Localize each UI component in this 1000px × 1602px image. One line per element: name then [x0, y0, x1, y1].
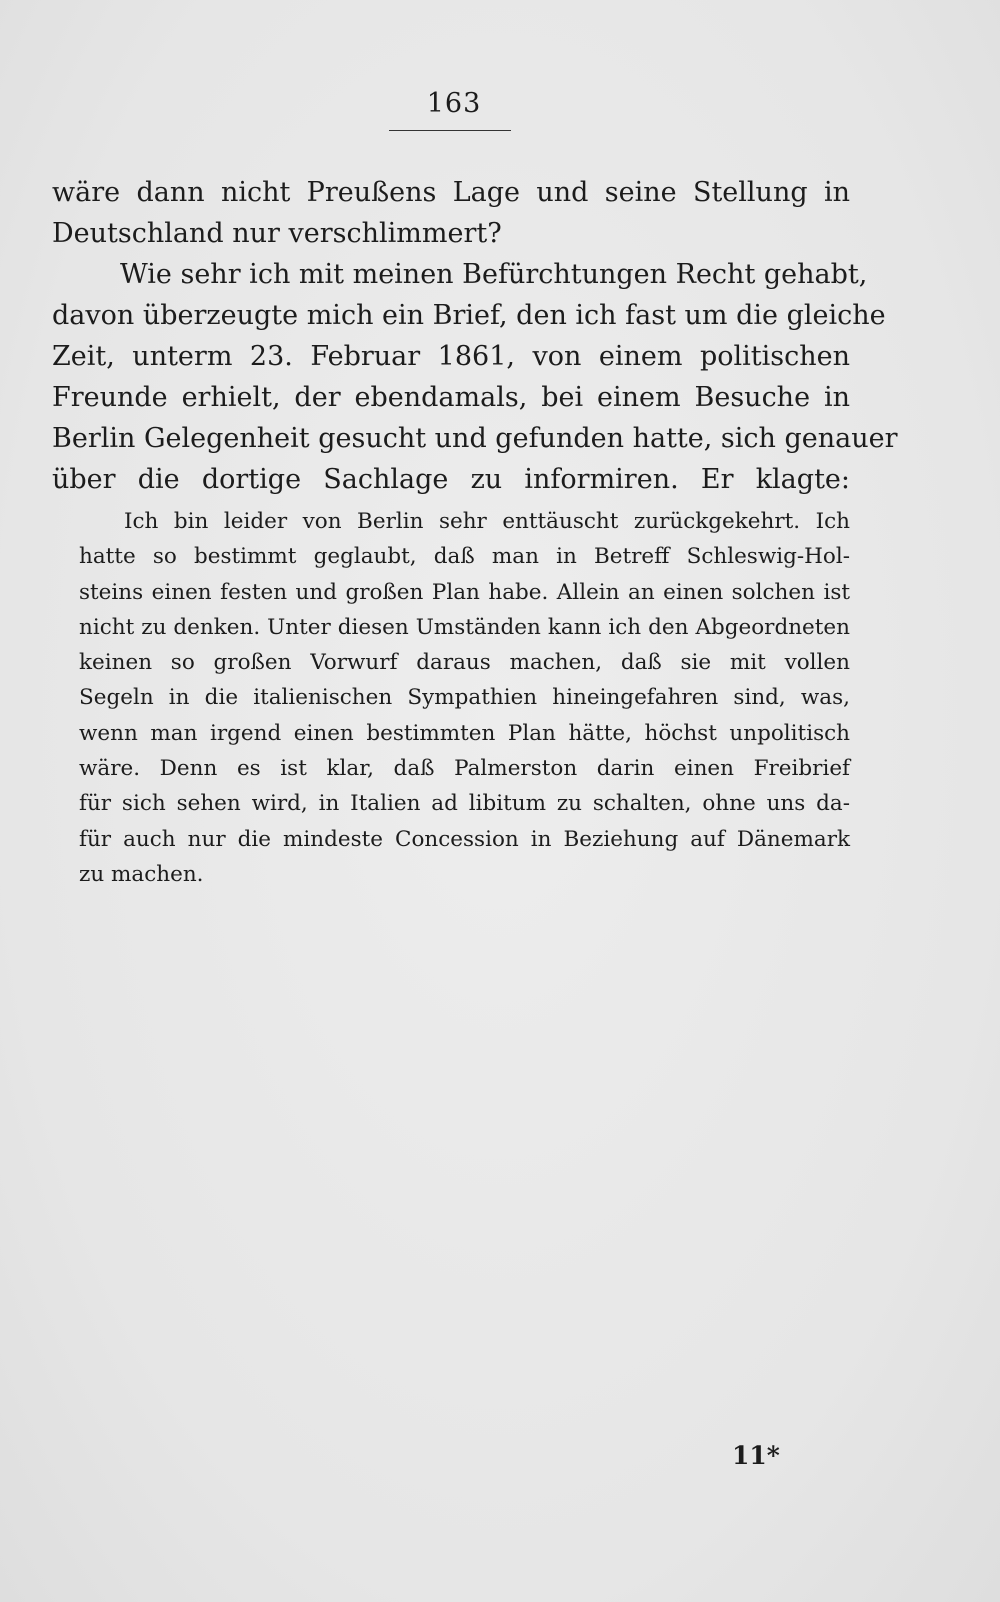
header-rule: [389, 130, 511, 131]
quote-line: zu machen.: [79, 861, 204, 887]
quote-line: wenn man irgend einen bestimmten Plan hätte, höchst unpolitisch: [79, 720, 850, 746]
quote-line: für auch nur die mindeste Concession in Beziehung auf Dänemark: [79, 826, 850, 852]
text-line: wäre dann nicht Preußens Lage und seine Stellung in: [52, 177, 850, 208]
text-line: Freunde erhielt, der ebendamals, bei einem Besuche in: [52, 382, 850, 413]
text-line: über die dortige Sachlage zu informiren. Er klagte:: [52, 464, 850, 495]
text-line: Zeit, unterm 23. Februar 1861, von einem politischen: [52, 341, 850, 372]
quote-line: für sich sehen wird, in Italien ad libitum zu schalten, ohne uns da-: [79, 791, 850, 817]
quote-line: keinen so großen Vorwurf daraus machen, daß sie mit vollen: [79, 650, 850, 676]
signature-mark: 11*: [732, 1441, 780, 1470]
block-quote: [52, 504, 850, 892]
text-line: Berlin Gelegenheit gesucht und gefunden hatte, sich genauer: [52, 423, 898, 454]
text-line: davon überzeugte mich ein Brief, den ich fast um die gleiche: [52, 300, 886, 331]
text-line: Deutschland nur verschlimmert?: [52, 218, 502, 249]
quote-line: Ich bin leider von Berlin sehr enttäuscht zurückgekehrt. Ich: [124, 509, 850, 534]
page-number: 163: [426, 88, 482, 119]
text-line: Wie sehr ich mit meinen Befürchtungen Recht gehabt,: [120, 259, 868, 290]
quote-line: hatte so bestimmt geglaubt, daß man in Betreff Schleswig-Hol-: [79, 544, 850, 570]
quote-line: nicht zu denken. Unter diesen Umständen kann ich den Abgeordneten: [79, 614, 850, 640]
paragraph-1: [52, 172, 850, 254]
quote-line: Segeln in die italienischen Sympathien hineingefahren sind, was,: [79, 685, 850, 711]
main-text: [52, 172, 898, 892]
quote-line: steins einen festen und großen Plan habe. Allein an einen solchen ist: [79, 579, 850, 605]
paragraph-2: [52, 254, 898, 500]
quote-line: wäre. Denn es ist klar, daß Palmerston darin einen Freibrief: [79, 756, 850, 782]
